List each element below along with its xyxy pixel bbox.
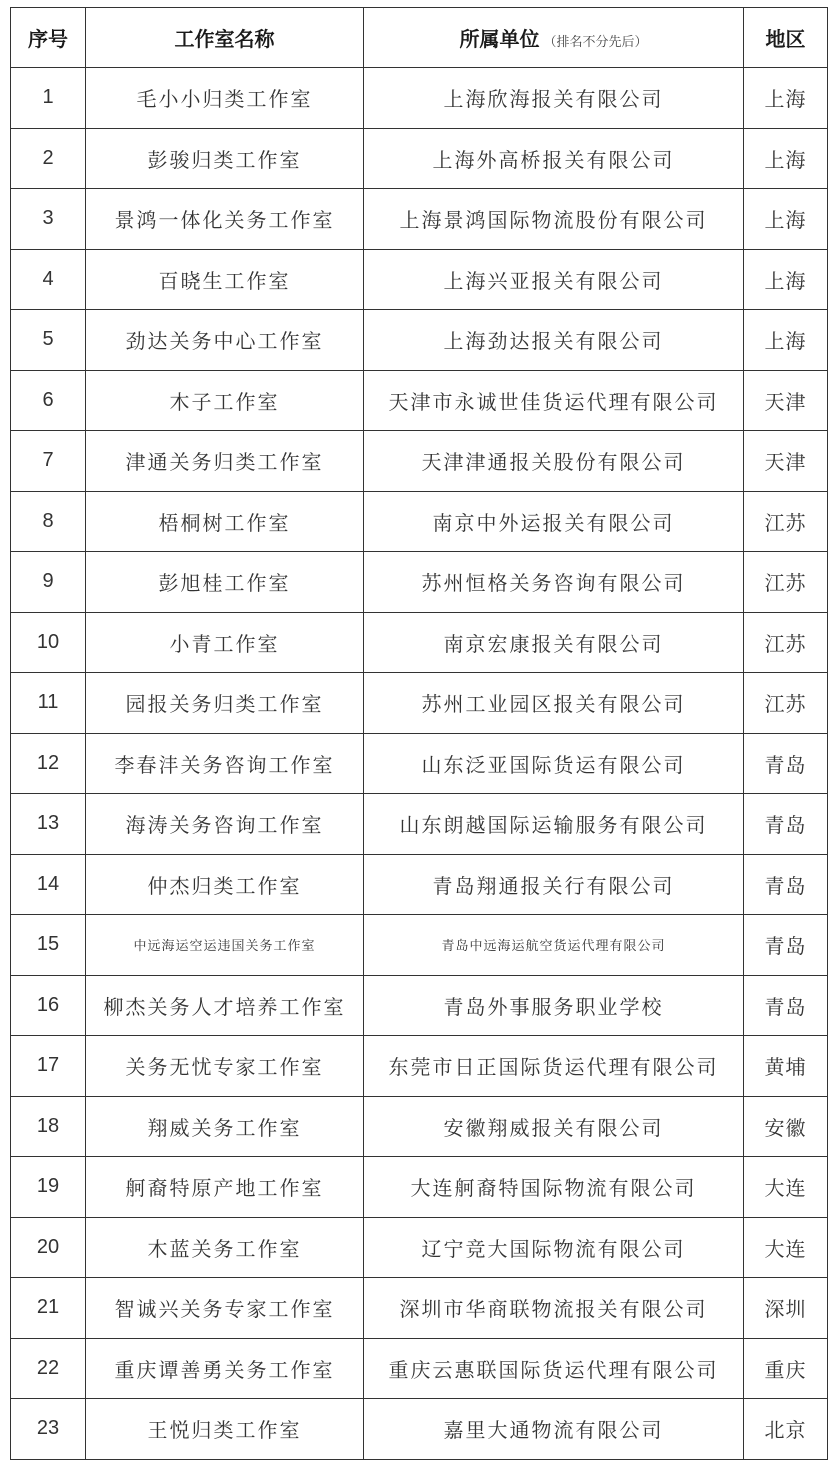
table-row xyxy=(11,68,828,129)
studio-name: 翔威关务工作室 xyxy=(86,1096,364,1157)
row-number: 16 xyxy=(11,975,86,1036)
affiliated-unit: 南京宏康报关有限公司 xyxy=(364,612,744,673)
row-number: 20 xyxy=(11,1217,86,1278)
table-row xyxy=(11,1278,828,1339)
affiliated-unit: 嘉里大通物流有限公司 xyxy=(364,1399,744,1460)
row-number: 7 xyxy=(11,431,86,492)
region: 江苏 xyxy=(744,491,828,552)
header-row xyxy=(11,8,828,68)
studio-name: 劲达关务中心工作室 xyxy=(86,310,364,371)
affiliated-unit: 安徽翔威报关有限公司 xyxy=(364,1096,744,1157)
affiliated-unit: 青岛外事服务职业学校 xyxy=(364,975,744,1036)
table-row xyxy=(11,1036,828,1097)
row-number: 23 xyxy=(11,1399,86,1460)
header-unit-label: 所属单位 xyxy=(459,27,540,51)
table-row xyxy=(11,310,828,371)
table-row xyxy=(11,673,828,734)
region: 天津 xyxy=(744,431,828,492)
region: 上海 xyxy=(744,128,828,189)
region: 深圳 xyxy=(744,1278,828,1339)
studio-name: 小青工作室 xyxy=(86,612,364,673)
studio-name: 景鸿一体化关务工作室 xyxy=(86,189,364,250)
row-number: 13 xyxy=(11,794,86,855)
row-number: 1 xyxy=(11,68,86,129)
region: 安徽 xyxy=(744,1096,828,1157)
studio-name: 毛小小归类工作室 xyxy=(86,68,364,129)
table-row xyxy=(11,1338,828,1399)
affiliated-unit: 苏州工业园区报关有限公司 xyxy=(364,673,744,734)
table-row xyxy=(11,249,828,310)
row-number: 15 xyxy=(11,915,86,976)
studio-name: 海涛关务咨询工作室 xyxy=(86,794,364,855)
table-row xyxy=(11,552,828,613)
affiliated-unit: 上海兴亚报关有限公司 xyxy=(364,249,744,310)
studio-name: 智诚兴关务专家工作室 xyxy=(86,1278,364,1339)
affiliated-unit: 山东朗越国际运输服务有限公司 xyxy=(364,794,744,855)
affiliated-unit: 大连舸裔特国际物流有限公司 xyxy=(364,1157,744,1218)
studio-name: 舸裔特原产地工作室 xyxy=(86,1157,364,1218)
table-row xyxy=(11,1157,828,1218)
row-number: 14 xyxy=(11,854,86,915)
region: 北京 xyxy=(744,1399,828,1460)
affiliated-unit: 上海劲达报关有限公司 xyxy=(364,310,744,371)
region: 江苏 xyxy=(744,673,828,734)
table-row xyxy=(11,975,828,1036)
table-row xyxy=(11,491,828,552)
row-number: 18 xyxy=(11,1096,86,1157)
table-row xyxy=(11,431,828,492)
header-unit xyxy=(364,8,744,68)
header-no: 序号 xyxy=(11,8,86,68)
affiliated-unit: 青岛翔通报关行有限公司 xyxy=(364,854,744,915)
row-number: 6 xyxy=(11,370,86,431)
affiliated-unit: 重庆云惠联国际货运代理有限公司 xyxy=(364,1338,744,1399)
row-number: 8 xyxy=(11,491,86,552)
table-row xyxy=(11,1399,828,1460)
affiliated-unit: 上海欣海报关有限公司 xyxy=(364,68,744,129)
studio-name: 重庆谭善勇关务工作室 xyxy=(86,1338,364,1399)
studio-list-table xyxy=(10,7,828,1460)
affiliated-unit: 山东泛亚国际货运有限公司 xyxy=(364,733,744,794)
region: 上海 xyxy=(744,189,828,250)
table-row xyxy=(11,370,828,431)
region: 青岛 xyxy=(744,915,828,976)
region: 青岛 xyxy=(744,975,828,1036)
studio-name: 柳杰关务人才培养工作室 xyxy=(86,975,364,1036)
affiliated-unit: 青岛中远海运航空货运代理有限公司 xyxy=(364,915,744,976)
row-number: 5 xyxy=(11,310,86,371)
table-row xyxy=(11,733,828,794)
affiliated-unit: 南京中外运报关有限公司 xyxy=(364,491,744,552)
studio-name: 彭骏归类工作室 xyxy=(86,128,364,189)
region: 上海 xyxy=(744,249,828,310)
row-number: 19 xyxy=(11,1157,86,1218)
header-unit-note: （排名不分先后） xyxy=(543,35,648,50)
row-number: 17 xyxy=(11,1036,86,1097)
table-row xyxy=(11,128,828,189)
region: 青岛 xyxy=(744,794,828,855)
affiliated-unit: 天津市永诚世佳货运代理有限公司 xyxy=(364,370,744,431)
table-row xyxy=(11,612,828,673)
table-row xyxy=(11,189,828,250)
affiliated-unit: 上海外高桥报关有限公司 xyxy=(364,128,744,189)
row-number: 22 xyxy=(11,1338,86,1399)
studio-name: 仲杰归类工作室 xyxy=(86,854,364,915)
region: 江苏 xyxy=(744,552,828,613)
studio-name: 津通关务归类工作室 xyxy=(86,431,364,492)
studio-name: 王悦归类工作室 xyxy=(86,1399,364,1460)
affiliated-unit: 深圳市华商联物流报关有限公司 xyxy=(364,1278,744,1339)
region: 上海 xyxy=(744,68,828,129)
region: 天津 xyxy=(744,370,828,431)
table-row xyxy=(11,915,828,976)
affiliated-unit: 天津津通报关股份有限公司 xyxy=(364,431,744,492)
row-number: 3 xyxy=(11,189,86,250)
region: 大连 xyxy=(744,1157,828,1218)
row-number: 10 xyxy=(11,612,86,673)
region: 大连 xyxy=(744,1217,828,1278)
studio-name: 彭旭桂工作室 xyxy=(86,552,364,613)
studio-name: 园报关务归类工作室 xyxy=(86,673,364,734)
table-row xyxy=(11,1217,828,1278)
studio-name: 木蓝关务工作室 xyxy=(86,1217,364,1278)
region: 江苏 xyxy=(744,612,828,673)
row-number: 2 xyxy=(11,128,86,189)
row-number: 9 xyxy=(11,552,86,613)
region: 重庆 xyxy=(744,1338,828,1399)
affiliated-unit: 苏州恒格关务咨询有限公司 xyxy=(364,552,744,613)
region: 青岛 xyxy=(744,854,828,915)
row-number: 11 xyxy=(11,673,86,734)
affiliated-unit: 上海景鸿国际物流股份有限公司 xyxy=(364,189,744,250)
studio-name: 关务无忧专家工作室 xyxy=(86,1036,364,1097)
studio-name: 百晓生工作室 xyxy=(86,249,364,310)
row-number: 21 xyxy=(11,1278,86,1339)
region: 黄埔 xyxy=(744,1036,828,1097)
affiliated-unit: 辽宁竞大国际物流有限公司 xyxy=(364,1217,744,1278)
region: 上海 xyxy=(744,310,828,371)
studio-table-container xyxy=(10,7,827,1460)
studio-name: 中远海运空运违国关务工作室 xyxy=(86,915,364,976)
table-row xyxy=(11,854,828,915)
row-number: 12 xyxy=(11,733,86,794)
table-row xyxy=(11,1096,828,1157)
studio-name: 木子工作室 xyxy=(86,370,364,431)
table-row xyxy=(11,794,828,855)
header-region: 地区 xyxy=(744,8,828,68)
region: 青岛 xyxy=(744,733,828,794)
affiliated-unit: 东莞市日正国际货运代理有限公司 xyxy=(364,1036,744,1097)
row-number: 4 xyxy=(11,249,86,310)
studio-name: 梧桐树工作室 xyxy=(86,491,364,552)
header-studio-name: 工作室名称 xyxy=(86,8,364,68)
studio-name: 李春沣关务咨询工作室 xyxy=(86,733,364,794)
